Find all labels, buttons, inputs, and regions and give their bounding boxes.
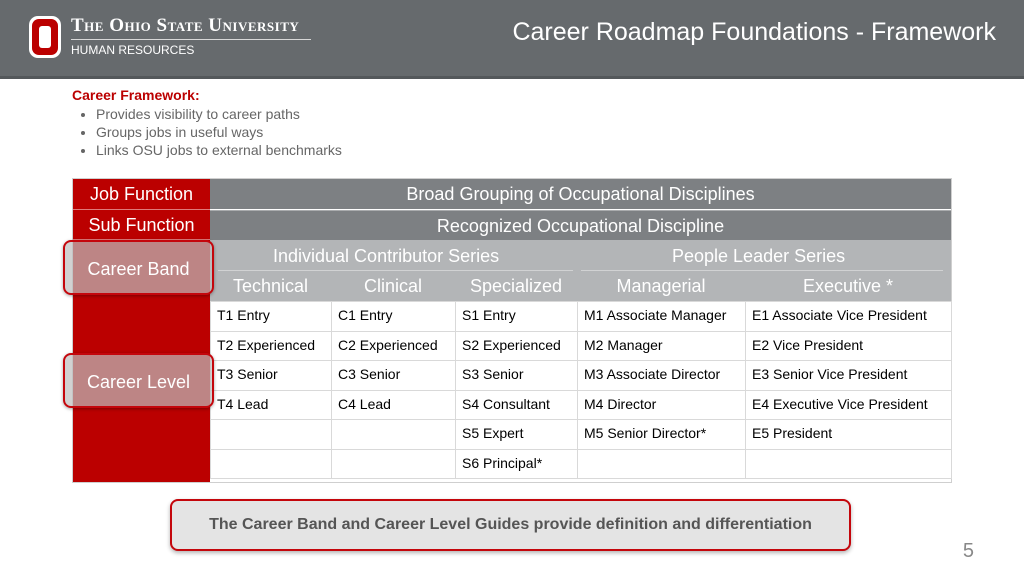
table-cell: C2 Experienced xyxy=(332,331,456,361)
label-divider xyxy=(73,209,210,210)
table-cell: M5 Senior Director* xyxy=(578,420,746,450)
sub-function-value: Recognized Occupational Discipline xyxy=(210,210,951,240)
table-cell: S4 Consultant xyxy=(456,390,578,420)
table-cell: M2 Manager xyxy=(578,331,746,361)
table-row xyxy=(211,420,952,450)
table-cell: E4 Executive Vice President xyxy=(746,390,952,420)
sub-function-label: Sub Function xyxy=(88,215,195,235)
page-number: 5 xyxy=(962,540,974,562)
intro-bullet-list xyxy=(72,105,342,159)
table-cell: T1 Entry xyxy=(211,302,332,332)
intro-bullet: • Provides visibility to career paths xyxy=(96,105,342,123)
table-cell: M4 Director xyxy=(578,390,746,420)
callout-box: The Career Band and Career Level Guides provide definition and differentiation xyxy=(170,499,851,551)
table-cell: T3 Senior xyxy=(211,361,332,391)
people-leader-series: People Leader Series xyxy=(672,246,846,266)
job-function-label: Job Function xyxy=(89,184,194,204)
track-executive: Executive * xyxy=(802,276,894,296)
table-cell: T2 Experienced xyxy=(211,331,332,361)
table-cell xyxy=(578,449,746,479)
track-technical: Technical xyxy=(232,276,309,296)
table-cell xyxy=(211,420,332,450)
table-cell xyxy=(332,449,456,479)
slide-title: Career Roadmap Foundations - Framework xyxy=(512,18,996,46)
series-underline xyxy=(581,270,943,271)
table-cell: E5 President xyxy=(746,420,952,450)
table-cell: E3 Senior Vice President xyxy=(746,361,952,391)
table-cell: T4 Lead xyxy=(211,390,332,420)
table-cell: S1 Entry xyxy=(456,302,578,332)
track-managerial: Managerial xyxy=(616,276,706,296)
table-cell xyxy=(332,420,456,450)
header-divider xyxy=(71,39,311,40)
intro-section xyxy=(72,87,342,159)
table-cell: E1 Associate Vice President xyxy=(746,302,952,332)
table-row xyxy=(211,390,952,420)
table-row xyxy=(211,449,952,479)
header-bar xyxy=(0,0,1024,79)
table-cell xyxy=(746,449,952,479)
table-row xyxy=(211,361,952,391)
osu-block-o-logo-icon xyxy=(28,15,62,59)
series-underline xyxy=(218,270,573,271)
career-band-highlight: Career Band xyxy=(63,240,214,295)
table-cell xyxy=(211,449,332,479)
intro-bullet: • Groups jobs in useful ways xyxy=(96,123,342,141)
intro-bullet: • Links OSU jobs to external benchmarks xyxy=(96,141,342,159)
intro-heading: Career Framework: xyxy=(72,87,200,103)
table-row xyxy=(211,302,952,332)
table-cell: M3 Associate Director xyxy=(578,361,746,391)
track-specialized: Specialized xyxy=(469,276,563,296)
table-cell: E2 Vice President xyxy=(746,331,952,361)
individual-contributor-series: Individual Contributor Series xyxy=(273,246,500,266)
table-cell: C1 Entry xyxy=(332,302,456,332)
job-function-value: Broad Grouping of Occupational Disciplines xyxy=(210,179,951,209)
table-cell: S5 Expert xyxy=(456,420,578,450)
table-cell: M1 Associate Manager xyxy=(578,302,746,332)
table-cell: S6 Principal* xyxy=(456,449,578,479)
table-cell: S3 Senior xyxy=(456,361,578,391)
table-cell: C4 Lead xyxy=(332,390,456,420)
career-framework-table xyxy=(72,178,952,483)
career-level-highlight: Career Level xyxy=(63,353,214,408)
career-band-header xyxy=(210,240,951,301)
track-clinical: Clinical xyxy=(363,276,423,296)
university-name: The Ohio State University xyxy=(71,15,300,36)
table-cell: S2 Experienced xyxy=(456,331,578,361)
career-level-grid xyxy=(210,301,952,479)
table-row xyxy=(211,331,952,361)
framework-label-column xyxy=(73,179,210,482)
table-cell: C3 Senior xyxy=(332,361,456,391)
department-name: HUMAN RESOURCES xyxy=(71,43,195,57)
